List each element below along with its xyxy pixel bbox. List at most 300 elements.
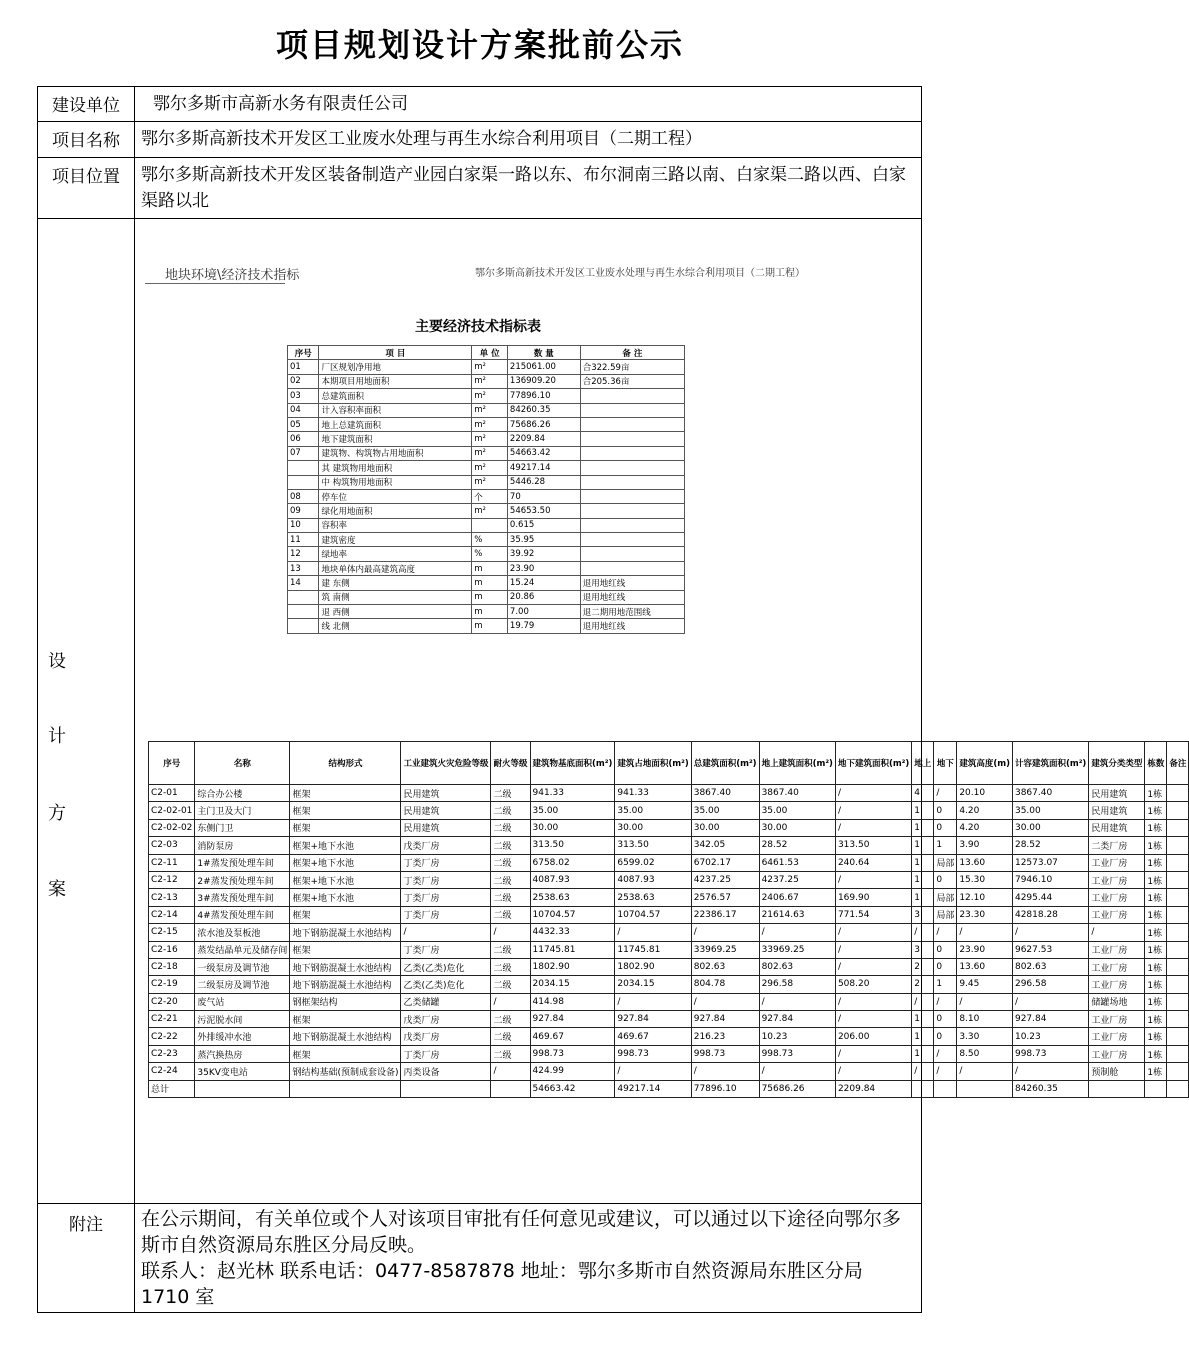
building-cell: / (615, 924, 691, 941)
indicator-cell: m² (472, 446, 508, 460)
building-cell (1167, 1063, 1189, 1080)
indicator-cell: 05 (288, 417, 319, 431)
building-cell: 工业厂房 (1089, 976, 1145, 993)
indicator-cell: 退用地红线 (580, 576, 684, 590)
building-cell: / (835, 785, 911, 802)
building-cell: 浓水池及泵板池 (195, 924, 290, 941)
building-cell: 30.00 (530, 819, 615, 836)
building-cell: 戊类厂房 (401, 837, 491, 854)
building-cell (491, 1080, 530, 1097)
building-cell: 戊类厂房 (401, 1028, 491, 1045)
building-cell: / (934, 993, 957, 1010)
building-cell: 1栋 (1145, 1063, 1167, 1080)
building-cell: 戊类厂房 (401, 1011, 491, 1028)
building-cell: 30.00 (1012, 819, 1088, 836)
building-cell: / (934, 1045, 957, 1062)
building-cell: 二级 (491, 854, 530, 871)
building-row (149, 941, 1189, 958)
indicator-row (288, 619, 685, 633)
building-cell: 丁类厂房 (401, 854, 491, 871)
building-cell: / (934, 785, 957, 802)
building-cell: 1栋 (1145, 785, 1167, 802)
economic-indicator-table (287, 345, 685, 634)
indicator-cell: 建筑密度 (319, 533, 472, 547)
building-cell: 35.00 (615, 802, 691, 819)
building-cell: 钢结构基础(预制成套设备) (290, 1063, 401, 1080)
building-header-cell: 地上 (912, 742, 934, 785)
indicator-row (288, 489, 685, 503)
building-cell: 2 (912, 958, 934, 975)
building-cell: 框架+地下水池 (290, 871, 401, 888)
indicator-cell (580, 389, 684, 403)
building-cell: / (1012, 1063, 1088, 1080)
building-cell: C2-24 (149, 1063, 195, 1080)
building-cell: 1 (934, 976, 957, 993)
building-cell: / (835, 1045, 911, 1062)
building-cell: 771.54 (835, 906, 911, 923)
indicator-cell (288, 590, 319, 604)
building-cell: 13.60 (957, 854, 1013, 871)
building-cell: 0 (934, 958, 957, 975)
building-cell: 1 (912, 1028, 934, 1045)
building-header-cell: 地上建筑面积(m²) (759, 742, 835, 785)
building-cell: 240.64 (835, 854, 911, 871)
building-cell: 927.84 (1012, 1011, 1088, 1028)
indicator-cell: 建筑物、构筑物占用地面积 (319, 446, 472, 460)
building-cell: 民用建筑 (401, 819, 491, 836)
building-cell: 1栋 (1145, 802, 1167, 819)
indicator-row (288, 518, 685, 532)
building-cell: 污泥脱水间 (195, 1011, 290, 1028)
note-text-1: 在公示期间，有关单位或个人对该项目审批有任何意见或建议，可以通过以下途径向鄂尔多斯市自然资源局东胜区分局反映。 (141, 1208, 902, 1256)
design-char-4: 案 (48, 879, 66, 900)
building-row (149, 854, 1189, 871)
building-row (149, 958, 1189, 975)
indicator-cell: 84260.35 (507, 403, 580, 417)
building-cell: 13.60 (957, 958, 1013, 975)
building-cell: 二级 (491, 871, 530, 888)
building-cell: 1 (912, 854, 934, 871)
building-cell: 206.00 (835, 1028, 911, 1045)
building-cell: 1栋 (1145, 906, 1167, 923)
building-cell: 二级 (491, 1011, 530, 1028)
building-cell: 28.52 (759, 837, 835, 854)
building-header-cell: 计容建筑面积(m²) (1012, 742, 1088, 785)
building-cell: / (835, 871, 911, 888)
indicator-cell: m² (472, 432, 508, 446)
building-cell: 3#蒸发预处理车间 (195, 889, 290, 906)
building-cell: 3867.40 (691, 785, 759, 802)
building-cell: 35KV变电站 (195, 1063, 290, 1080)
building-cell: 12573.07 (1012, 854, 1088, 871)
building-cell: 10704.57 (615, 906, 691, 923)
building-cell: 7946.10 (1012, 871, 1088, 888)
building-header-cell: 序号 (149, 742, 195, 785)
project-label: 项目名称 (38, 122, 135, 158)
building-cell: 储罐场地 (1089, 993, 1145, 1010)
building-cell: 54663.42 (530, 1080, 615, 1097)
building-cell (1167, 976, 1189, 993)
building-row (149, 924, 1189, 941)
building-cell: 927.84 (615, 1011, 691, 1028)
indicator-cell: 12 (288, 547, 319, 561)
building-cell: 802.63 (691, 958, 759, 975)
building-cell: 3.90 (957, 837, 1013, 854)
indicator-header-cell: 序号 (288, 346, 319, 360)
building-cell: 丁类厂房 (401, 941, 491, 958)
building-cell: 998.73 (759, 1045, 835, 1062)
note-text-2: 联系人：赵光林 联系电话：0477-8587878 地址：鄂尔多斯市自然资源局东胜区分局 1710 室 (141, 1260, 863, 1308)
building-cell: 丁类厂房 (401, 906, 491, 923)
building-cell: 框架+地下水池 (290, 837, 401, 854)
building-cell: 工业厂房 (1089, 1045, 1145, 1062)
building-cell: 20.10 (957, 785, 1013, 802)
building-cell: 1802.90 (530, 958, 615, 975)
indicator-cell: 建 东侧 (319, 576, 472, 590)
building-cell: 丁类厂房 (401, 871, 491, 888)
indicator-cell (580, 504, 684, 518)
building-header-cell: 工业建筑火灾危险等级 (401, 742, 491, 785)
building-cell: / (835, 941, 911, 958)
building-row (149, 976, 1189, 993)
building-cell: 3.30 (957, 1028, 1013, 1045)
indicator-cell: % (472, 547, 508, 561)
page-title: 项目规划设计方案批前公示 (275, 26, 684, 64)
building-cell: 998.73 (1012, 1045, 1088, 1062)
building-cell: 外排缓冲水池 (195, 1028, 290, 1045)
building-cell: 消防泵房 (195, 837, 290, 854)
building-header-cell: 耐火等级 (491, 742, 530, 785)
building-cell: 二级 (491, 976, 530, 993)
indicator-row (288, 547, 685, 561)
building-cell: 4 (912, 785, 934, 802)
indicator-cell: 35.95 (507, 533, 580, 547)
building-cell: 1 (912, 819, 934, 836)
indicator-cell (580, 403, 684, 417)
building-cell: 钢框架结构 (290, 993, 401, 1010)
indicator-cell: m² (472, 461, 508, 475)
indicator-row (288, 389, 685, 403)
building-row (149, 1080, 1189, 1097)
building-cell: 30.00 (759, 819, 835, 836)
building-cell: 二级 (491, 941, 530, 958)
building-cell: 927.84 (530, 1011, 615, 1028)
building-cell (934, 1080, 957, 1097)
building-cell: / (691, 924, 759, 941)
building-cell: 二级 (491, 785, 530, 802)
building-cell: 二级 (491, 837, 530, 854)
building-cell: 35.00 (1012, 802, 1088, 819)
building-cell: / (691, 1063, 759, 1080)
building-cell: C2-19 (149, 976, 195, 993)
building-cell: 框架+地下水池 (290, 854, 401, 871)
building-cell: 313.50 (835, 837, 911, 854)
building-cell: / (957, 924, 1013, 941)
building-cell (1167, 819, 1189, 836)
builder-label: 建设单位 (38, 87, 135, 122)
indicator-row (288, 461, 685, 475)
building-cell: 4#蒸发预处理车间 (195, 906, 290, 923)
building-cell (1167, 871, 1189, 888)
building-cell: 1栋 (1145, 993, 1167, 1010)
indicator-cell: 其 建筑物用地面积 (319, 461, 472, 475)
building-cell: 469.67 (615, 1028, 691, 1045)
building-cell (1167, 1011, 1189, 1028)
building-cell: 二级 (491, 802, 530, 819)
indicator-cell: 筑 南侧 (319, 590, 472, 604)
indicator-header-cell: 单 位 (472, 346, 508, 360)
building-cell (1167, 854, 1189, 871)
building-cell: 1 (934, 837, 957, 854)
indicator-cell: 07 (288, 446, 319, 460)
building-cell: 0 (934, 802, 957, 819)
building-row (149, 889, 1189, 906)
indicator-cell: 停车位 (319, 489, 472, 503)
building-cell: 2034.15 (530, 976, 615, 993)
building-header-cell: 备注 (1167, 742, 1189, 785)
indicator-cell: 计入容积率面积 (319, 403, 472, 417)
building-cell: / (835, 1011, 911, 1028)
building-cell: 4.20 (957, 819, 1013, 836)
building-cell: 28.52 (1012, 837, 1088, 854)
building-cell: 二类厂房 (1089, 837, 1145, 854)
indicator-cell: 厂区规划净用地 (319, 360, 472, 374)
building-cell: / (759, 1063, 835, 1080)
indicator-cell (472, 518, 508, 532)
building-cell: 民用建筑 (1089, 802, 1145, 819)
building-cell: 预制舱 (1089, 1063, 1145, 1080)
building-cell: 框架 (290, 1045, 401, 1062)
building-cell: 998.73 (530, 1045, 615, 1062)
building-cell (195, 1080, 290, 1097)
building-cell: 地下钢筋混凝土水池结构 (290, 958, 401, 975)
indicator-cell: 03 (288, 389, 319, 403)
building-cell: 工业厂房 (1089, 958, 1145, 975)
building-cell: 3867.40 (1012, 785, 1088, 802)
building-cell: 6758.02 (530, 854, 615, 871)
building-cell: 二级 (491, 819, 530, 836)
building-row (149, 1028, 1189, 1045)
building-cell: 综合办公楼 (195, 785, 290, 802)
building-cell: C2-12 (149, 871, 195, 888)
indicator-cell (288, 475, 319, 489)
building-cell: 15.30 (957, 871, 1013, 888)
building-cell: 1栋 (1145, 958, 1167, 975)
building-cell: 414.98 (530, 993, 615, 1010)
building-header-cell: 名称 (195, 742, 290, 785)
indicator-cell: m² (472, 360, 508, 374)
building-cell: 工业厂房 (1089, 871, 1145, 888)
building-cell: 主门卫及大门 (195, 802, 290, 819)
indicator-row (288, 561, 685, 575)
building-cell: C2-15 (149, 924, 195, 941)
indicator-cell (580, 489, 684, 503)
building-cell: 1 (912, 871, 934, 888)
indicator-cell (580, 446, 684, 460)
building-cell: 1栋 (1145, 837, 1167, 854)
building-cell: 998.73 (691, 1045, 759, 1062)
building-cell: 框架 (290, 941, 401, 958)
building-cell: 33969.25 (759, 941, 835, 958)
building-cell: / (615, 1063, 691, 1080)
indicator-row (288, 576, 685, 590)
building-cell: / (615, 993, 691, 1010)
indicator-cell: 容积率 (319, 518, 472, 532)
building-cell: 3867.40 (759, 785, 835, 802)
building-cell: 民用建筑 (401, 785, 491, 802)
indicator-cell: m (472, 619, 508, 633)
building-cell: 49217.14 (615, 1080, 691, 1097)
indicator-cell: 合205.36亩 (580, 374, 684, 388)
indicator-row (288, 374, 685, 388)
building-cell: / (691, 993, 759, 1010)
building-cell: 33969.25 (691, 941, 759, 958)
indicator-cell: 08 (288, 489, 319, 503)
building-cell: C2-22 (149, 1028, 195, 1045)
building-cell (1167, 1028, 1189, 1045)
indicator-cell: 本期项目用地面积 (319, 374, 472, 388)
building-cell: 民用建筑 (401, 802, 491, 819)
building-cell: 地下钢筋混凝土水池结构 (290, 1028, 401, 1045)
building-cell: 23.90 (957, 941, 1013, 958)
building-cell: / (912, 924, 934, 941)
building-cell: / (934, 924, 957, 941)
building-cell: 75686.26 (759, 1080, 835, 1097)
building-cell: 蒸汽换热房 (195, 1045, 290, 1062)
building-cell: 11745.81 (530, 941, 615, 958)
indicator-cell (580, 547, 684, 561)
building-cell: 4.20 (957, 802, 1013, 819)
building-cell: 丙类设备 (401, 1063, 491, 1080)
indicator-row (288, 475, 685, 489)
indicator-cell (580, 561, 684, 575)
building-header-cell: 建筑分类类型 (1089, 742, 1145, 785)
building-cell: C2-02-02 (149, 819, 195, 836)
sheet-right-header: 鄂尔多斯高新技术开发区工业废水处理与再生水综合利用项目（二期工程） (475, 268, 805, 279)
building-cell: C2-01 (149, 785, 195, 802)
indicator-row (288, 403, 685, 417)
indicator-row (288, 590, 685, 604)
indicator-cell: 退 西侧 (319, 605, 472, 619)
building-header-cell: 栋数 (1145, 742, 1167, 785)
building-cell: 10704.57 (530, 906, 615, 923)
indicator-cell: 215061.00 (507, 360, 580, 374)
indicator-cell: m² (472, 389, 508, 403)
building-cell: 1 (912, 889, 934, 906)
building-cell: 9.45 (957, 976, 1013, 993)
indicator-cell: 02 (288, 374, 319, 388)
building-cell: 2034.15 (615, 976, 691, 993)
indicator-cell: 54663.42 (507, 446, 580, 460)
building-cell: C2-13 (149, 889, 195, 906)
building-cell: 框架 (290, 906, 401, 923)
building-cell: 35.00 (530, 802, 615, 819)
building-cell: / (759, 924, 835, 941)
building-cell: 1 (912, 1045, 934, 1062)
building-cell: 4295.44 (1012, 889, 1088, 906)
indicator-cell: 14 (288, 576, 319, 590)
building-cell: 乙类(乙类)危化 (401, 976, 491, 993)
building-cell: / (1089, 924, 1145, 941)
building-cell: 2#蒸发预处理车间 (195, 871, 290, 888)
location-label: 项目位置 (38, 158, 135, 219)
building-cell (1167, 906, 1189, 923)
building-cell: 1栋 (1145, 1045, 1167, 1062)
building-cell: C2-23 (149, 1045, 195, 1062)
building-cell: 工业厂房 (1089, 1011, 1145, 1028)
building-cell: 77896.10 (691, 1080, 759, 1097)
building-cell: 296.58 (759, 976, 835, 993)
building-cell: 216.23 (691, 1028, 759, 1045)
building-cell: 35.00 (759, 802, 835, 819)
building-cell: 3 (912, 906, 934, 923)
building-cell (1167, 993, 1189, 1010)
building-cell: C2-03 (149, 837, 195, 854)
building-cell: 804.78 (691, 976, 759, 993)
building-cell: 0 (934, 871, 957, 888)
indicator-cell: m² (472, 475, 508, 489)
building-cell: 二级 (491, 1028, 530, 1045)
indicator-header-cell: 项 目 (319, 346, 472, 360)
design-char-3: 方 (48, 803, 66, 824)
building-cell: 927.84 (691, 1011, 759, 1028)
indicator-cell: 06 (288, 432, 319, 446)
indicator-cell: 20.86 (507, 590, 580, 604)
indicator-cell: 7.00 (507, 605, 580, 619)
design-label (38, 219, 135, 1204)
building-cell: 乙类(乙类)危化 (401, 958, 491, 975)
building-cell: 丁类厂房 (401, 1045, 491, 1062)
building-cell: 22386.17 (691, 906, 759, 923)
building-cell: / (491, 993, 530, 1010)
building-cell: 二级 (491, 906, 530, 923)
indicator-cell: 退用地红线 (580, 590, 684, 604)
indicator-cell: 中 构筑物用地面积 (319, 475, 472, 489)
building-header-cell: 地下 (934, 742, 957, 785)
building-cell: 蒸发结晶单元及储存间 (195, 941, 290, 958)
building-cell (1167, 1045, 1189, 1062)
building-cell: 296.58 (1012, 976, 1088, 993)
building-row (149, 785, 1189, 802)
building-cell: 508.20 (835, 976, 911, 993)
building-cell: 二级泵房及调节池 (195, 976, 290, 993)
builder-value: 鄂尔多斯市高新水务有限责任公司 (135, 87, 922, 122)
building-cell: 乙类储罐 (401, 993, 491, 1010)
building-cell: 2576.57 (691, 889, 759, 906)
building-row (149, 802, 1189, 819)
building-cell: 一级泵房及调节池 (195, 958, 290, 975)
building-cell: 2538.63 (530, 889, 615, 906)
building-cell (1089, 1080, 1145, 1097)
indicator-cell: 10 (288, 518, 319, 532)
indicator-cell: 地下建筑面积 (319, 432, 472, 446)
building-header-cell: 结构形式 (290, 742, 401, 785)
building-cell: 局部 (934, 906, 957, 923)
indicator-cell (288, 619, 319, 633)
building-cell: 941.33 (530, 785, 615, 802)
sheet-left-header: 地块环境\经济技术指标 (165, 268, 300, 283)
building-cell: 二级 (491, 958, 530, 975)
project-value: 鄂尔多斯高新技术开发区工业废水处理与再生水综合利用项目（二期工程） (135, 122, 922, 158)
building-cell: C2-16 (149, 941, 195, 958)
building-row (149, 871, 1189, 888)
building-cell: 802.63 (1012, 958, 1088, 975)
building-cell: 169.90 (835, 889, 911, 906)
building-cell: 二级 (491, 889, 530, 906)
building-cell: 4237.25 (759, 871, 835, 888)
building-cell: 1栋 (1145, 871, 1167, 888)
indicator-cell: 01 (288, 360, 319, 374)
